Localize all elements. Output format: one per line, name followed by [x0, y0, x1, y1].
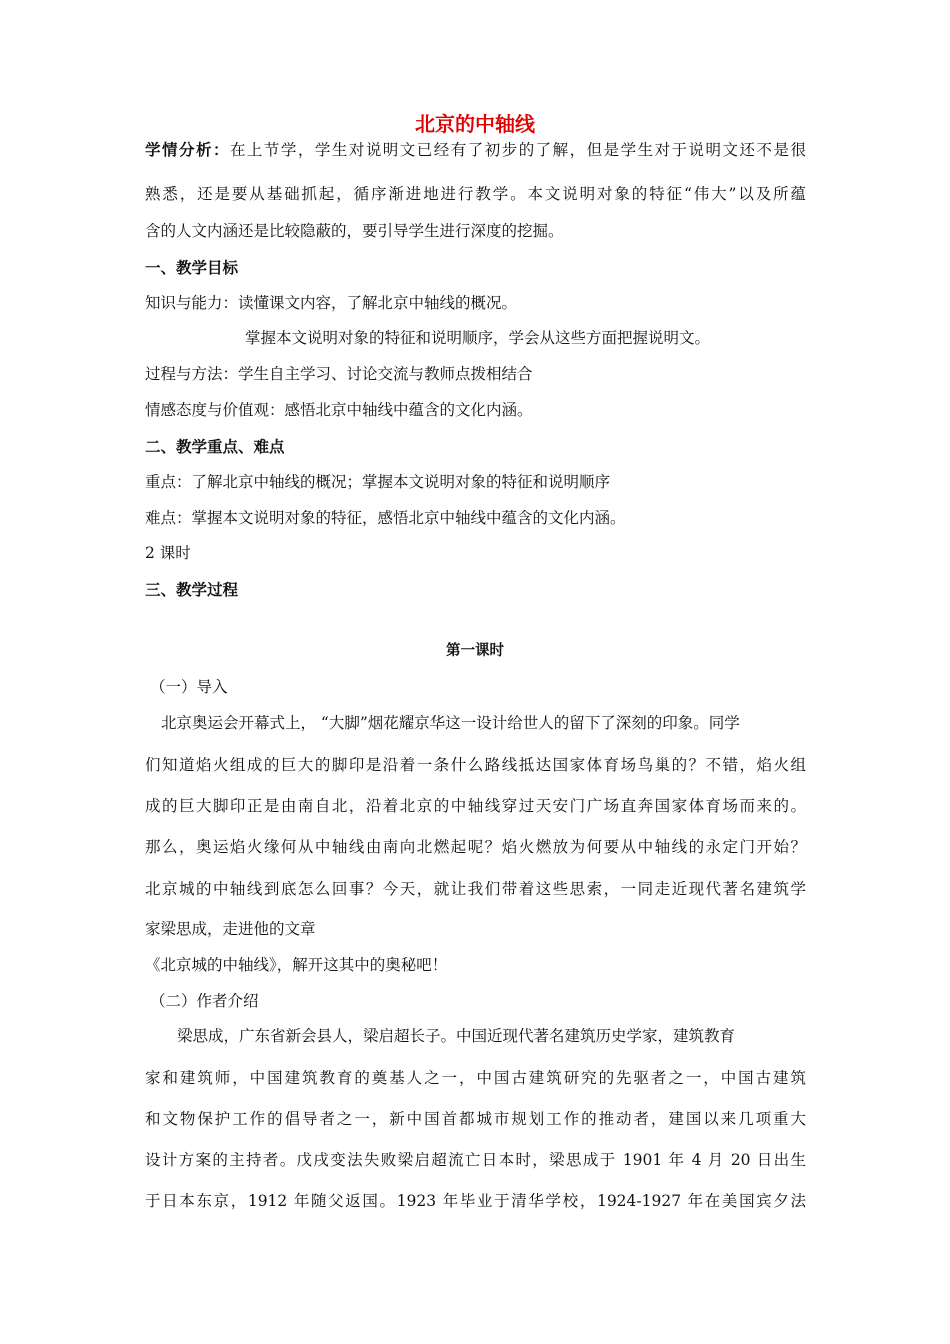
key-point-line: 重点：了解北京中轴线的概况；掌握本文说明对象的特征和说明顺序: [145, 473, 611, 491]
author-line-2: 家和建筑师，中国建筑教育的奠基人之一，中国古建筑研究的先驱者之一，中国古建筑: [145, 1069, 806, 1087]
author-heading: （二）作者介绍: [150, 992, 259, 1010]
author-line-3: 和文物保护工作的倡导者之一，新中国首都城市规划工作的推动者，建国以来几项重大: [145, 1110, 806, 1128]
intro-line-1: 北京奥运会开幕式上， “大脚”烟花耀京华这一设计给世人的留下了深刻的印象。同学: [161, 714, 740, 732]
author-line-5: 于日本东京，1912 年随父返国。1923 年毕业于清华学校，1924-1927 年在美国宾夕法: [145, 1192, 806, 1210]
intro-line-7: 《北京城的中轴线》，解开这其中的奥秘吧！: [145, 956, 448, 974]
difficulty-line: 难点：掌握本文说明对象的特征，感悟北京中轴线中蕴含的文化内涵。: [145, 509, 626, 527]
intro-line-5: 北京城的中轴线到底怎么回事？今天，就让我们带着这些思索，一同走近现代著名建筑学: [145, 880, 806, 898]
intro-line-3: 成的巨大脚印正是由南自北，沿着北京的中轴线穿过天安门广场直奔国家体育场而来的。: [145, 797, 806, 815]
intro-heading: （一）导入: [150, 678, 228, 696]
author-line-1: 梁思成，广东省新会县人，梁启超长子。中国近现代著名建筑历史学家，建筑教育: [177, 1027, 736, 1045]
goal-line-1: 知识与能力：读懂课文内容，了解北京中轴线的概况。: [145, 294, 518, 312]
page-title: 北京的中轴线: [415, 112, 535, 136]
analysis-label: 学情分析：: [145, 140, 230, 159]
lesson-title: 第一课时: [446, 642, 504, 659]
analysis-line-2: 熟悉，还是要从基础抓起，循序渐进地进行教学。本文说明对象的特征“伟大”以及所蕴: [145, 185, 806, 203]
analysis-text-1: 在上节学，学生对说明文已经有了初步的了解，但是学生对于说明文还不是很: [229, 141, 806, 159]
section-heading-key-points: 二、教学重点、难点: [145, 437, 285, 456]
intro-line-2: 们知道焰火组成的巨大的脚印是沿着一条什么路线抵达国家体育场鸟巢的？不错，焰火组: [145, 756, 806, 774]
goal-line-2: 掌握本文说明对象的特征和说明顺序，学会从这些方面把握说明文。: [245, 329, 711, 347]
goal-line-3: 过程与方法：学生自主学习、讨论交流与教师点拨相结合: [145, 365, 533, 383]
analysis-line-3: 含的人文内涵还是比较隐蔽的，要引导学生进行深度的挖掘。: [145, 222, 564, 240]
intro-line-4: 那么，奥运焰火缘何从中轴线由南向北燃起呢？焰火燃放为何要从中轴线的永定门开始？: [145, 838, 806, 856]
goal-line-4: 情感态度与价值观：感悟北京中轴线中蕴含的文化内涵。: [145, 401, 533, 419]
section-heading-goals: 一、教学目标: [145, 258, 239, 277]
section-heading-process: 三、教学过程: [145, 580, 239, 599]
intro-line-6: 家梁思成，走进他的文章: [145, 920, 316, 938]
analysis-line-1: [145, 142, 806, 159]
class-hours: 2 课时: [145, 544, 191, 562]
author-line-4: 设计方案的主持者。戊戌变法失败梁启超流亡日本时，梁思成于 1901 年 4 月 20 日出生: [145, 1151, 806, 1169]
